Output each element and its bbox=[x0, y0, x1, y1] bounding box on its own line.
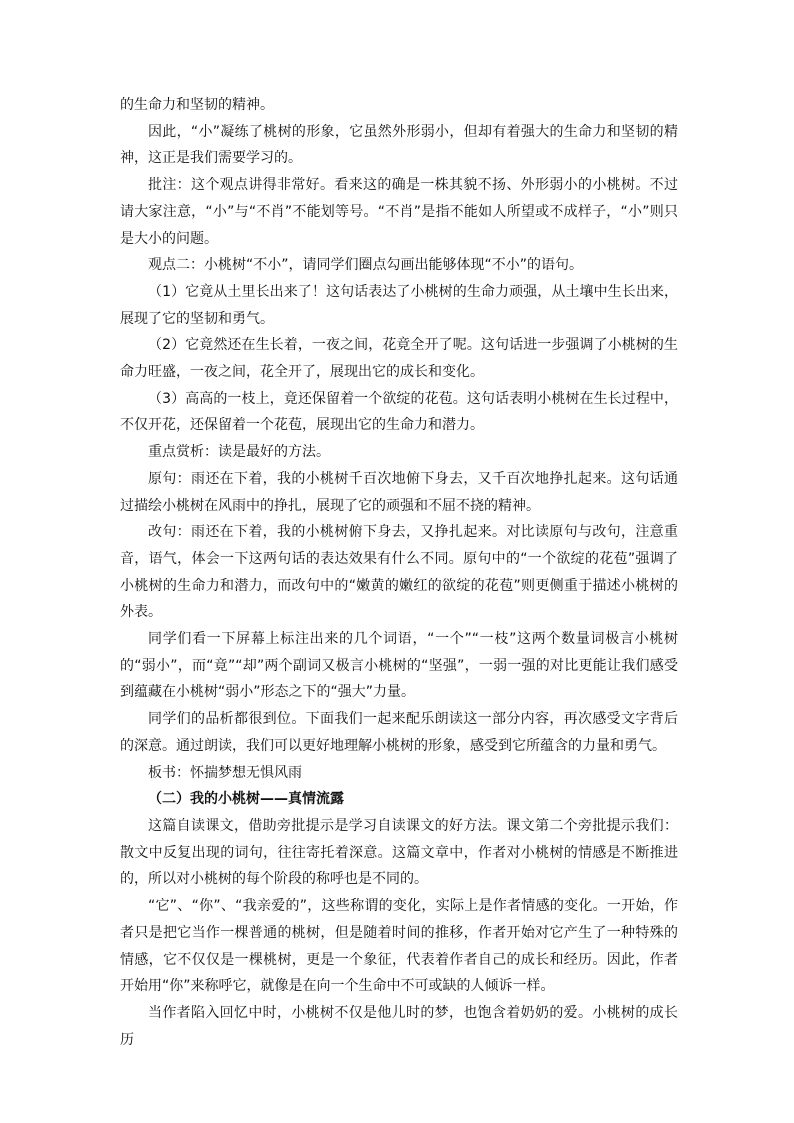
document-page bbox=[120, 92, 678, 1053]
paragraph-point-3: （3）高高的一枝上，竟还保留着一个欲绽的花苞。这句话表明小桃树在生长过程中，不仅开花，还保留着一个花苞，展现出它的生命力和潜力。 bbox=[120, 390, 678, 434]
paragraph-appellation: “它”、“你”、“我亲爱的”，这些称谓的变化，实际上是作者情感的变化。一开始，作者只是把它当作一棵普通的桃树，但是随着时间的推移，作者开始对它产生了一种特殊的情感，它不仅仅是一棵桃树，更是一个象征，代表着作者自己的成长和经历。因此，作者开始用“你”来称呼它，就像是在向一个生命中不可或缺的人倾诉一样。 bbox=[120, 898, 678, 995]
paragraph-blackboard: 板书：怀揣梦想无惧风雨 bbox=[148, 764, 302, 781]
paragraph-viewpoint-two: 观点二：小桃树“不小”，请同学们圈点勾画出能够体现“不小”的语句。 bbox=[148, 257, 584, 274]
section-heading: （二）我的小桃树——真情流露 bbox=[148, 791, 344, 808]
paragraph-conclusion: 因此，“小”凝练了桃树的形象，它虽然外形弱小，但却有着强大的生命力和坚韧的精神，这正是我们需要学习的。 bbox=[120, 123, 678, 167]
paragraph-key-appreciation: 重点赏析：读是最好的方法。 bbox=[148, 444, 330, 461]
paragraph-point-2: （2）它竟然还在生长着，一夜之间，花竟全开了呢。这句话进一步强调了小桃树的生命力旺盛，一夜之间，花全开了，展现出它的成长和变化。 bbox=[120, 337, 678, 381]
paragraph-self-reading: 这篇自读课文，借助旁批提示是学习自读课文的好方法。课文第二个旁批提示我们：散文中反复出现的词句，往往寄托着深意。这篇文章中，作者对小桃树的情感是不断推进的，所以对小桃树的每个阶段的称呼也是不同的。 bbox=[120, 817, 678, 888]
paragraph-continuation: 的生命力和坚韧的精神。 bbox=[120, 97, 274, 113]
paragraph-revised-sentence: 改句：雨还在下着，我的小桃树俯下身去，又挣扎起来。对比读原句与改句，注意重音，语气，体会一下这两句话的表达效果有什么不同。原句中的“一个欲绽的花苞”强调了小桃树的生命力和潜力，而改句中的“嫩黄的嫩红的欲绽的花苞”则更侧重于描述小桃树的外表。 bbox=[120, 524, 678, 621]
paragraph-original-sentence: 原句：雨还在下着，我的小桃树千百次地俯下身去，又千百次地挣扎起来。这句话通过描绘小桃树在风雨中的挣扎，展现了它的顽强和不屈不挠的精神。 bbox=[120, 470, 678, 514]
paragraph-annotation: 批注：这个观点讲得非常好。看来这的确是一株其貌不扬、外形弱小的小桃树。不过请大家注意，“小”与“不肖”不能划等号。“不肖”是指不能如人所望或不成样子，“小”则只是大小的问题。 bbox=[120, 177, 678, 247]
paragraph-memory: 当作者陷入回忆中时，小桃树不仅是他儿时的梦，也饱含着奶奶的爱。小桃树的成长历 bbox=[120, 1004, 678, 1048]
paragraph-word-analysis: 同学们看一下屏幕上标注出来的几个词语，“一个”“一枝”这两个数量词极言小桃树的“弱小”，而“竟”“却”两个副词又极言小桃树的“坚强”，一弱一强的对比更能让我们感受到蕴藏在小桃树“弱小”形态之下的“强大”力量。 bbox=[120, 631, 678, 701]
paragraph-reading-aloud: 同学们的品析都很到位。下面我们一起来配乐朗读这一部分内容，再次感受文字背后的深意。通过朗读，我们可以更好地理解小桃树的形象，感受到它所蕴含的力量和勇气。 bbox=[120, 711, 678, 754]
paragraph-point-1: （1）它竟从土里长出来了！这句话表达了小桃树的生命力顽强，从土壤中生长出来，展现了它的坚韧和勇气。 bbox=[120, 283, 678, 327]
